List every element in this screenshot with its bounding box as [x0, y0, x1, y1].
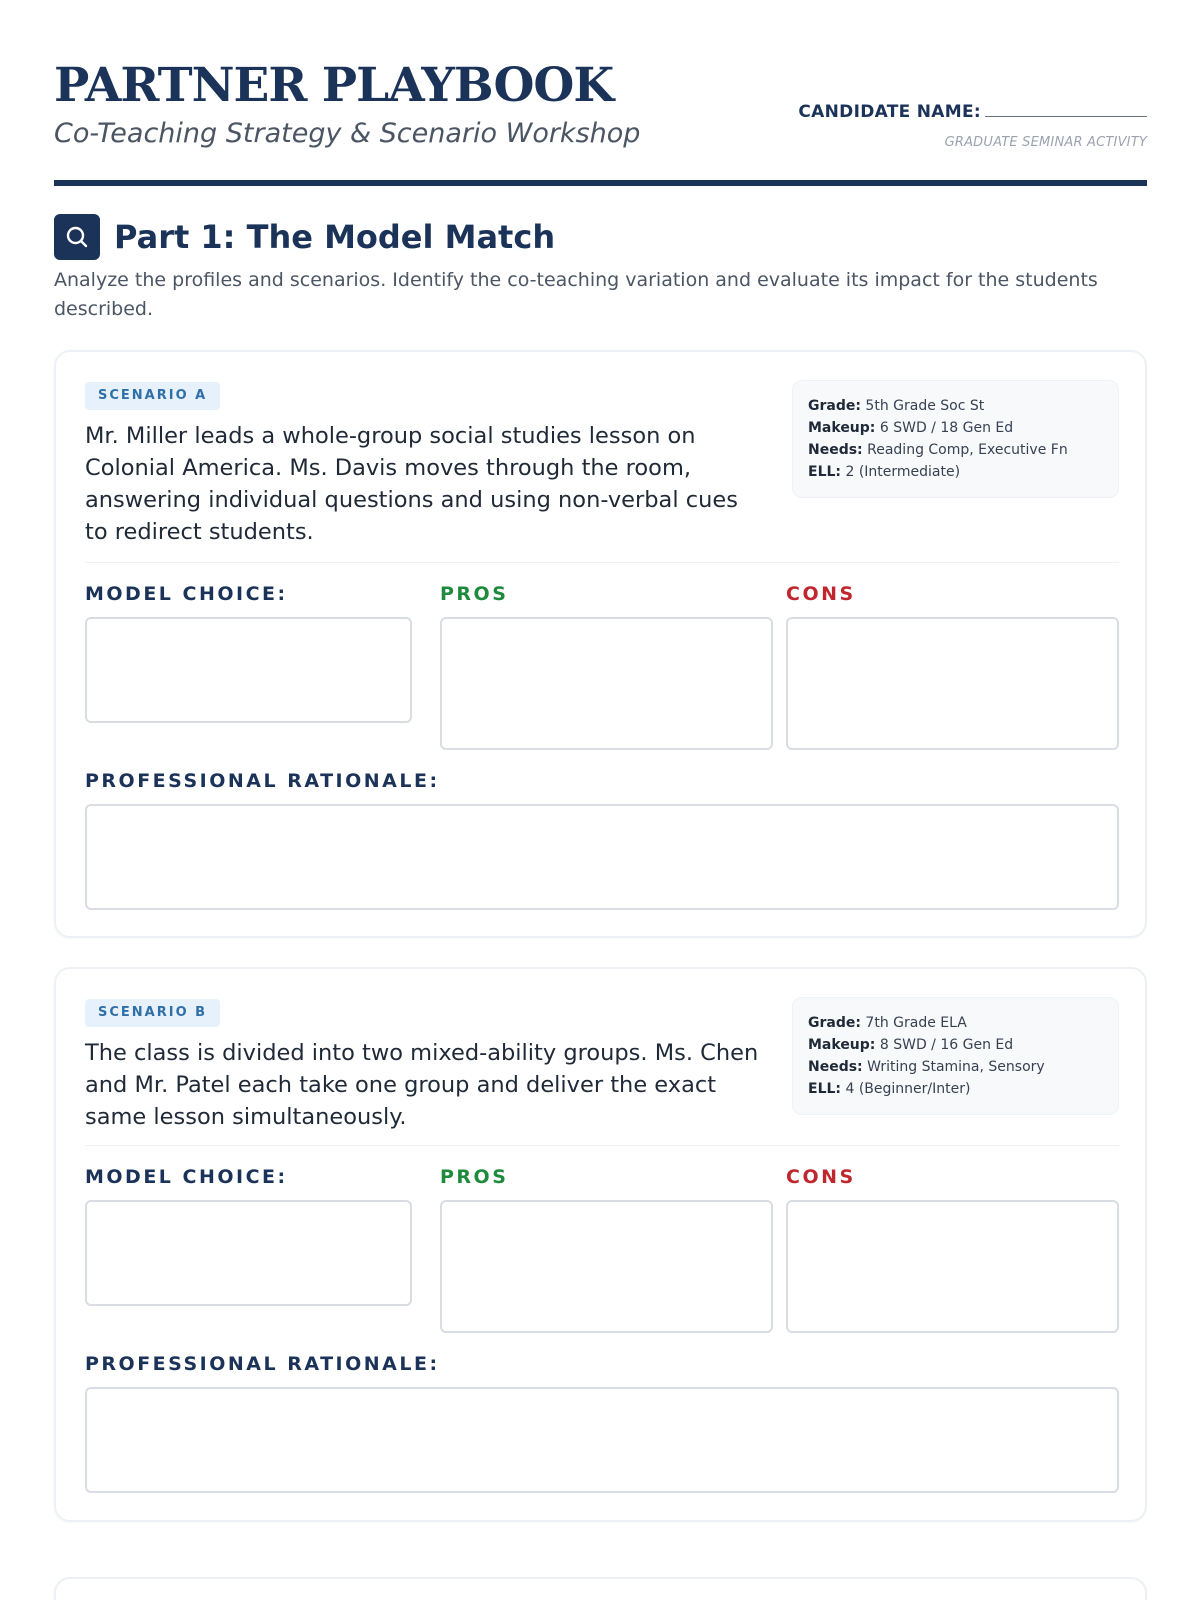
makeup-value: 8 SWD / 16 Gen Ed: [879, 1037, 1014, 1053]
scenario-card-next: [54, 1577, 1147, 1600]
search-icon: [54, 214, 100, 260]
cons-label: CONS: [786, 1166, 856, 1188]
rationale-box[interactable]: [85, 1387, 1119, 1493]
model-choice-box[interactable]: [85, 617, 412, 723]
grade-key: Grade:: [808, 398, 861, 414]
pros-box[interactable]: [440, 617, 773, 750]
needs-key: Needs:: [808, 442, 863, 458]
needs-value: Writing Stamina, Sensory: [867, 1059, 1045, 1075]
header: [54, 0, 1147, 186]
divider: [85, 562, 1119, 563]
class-profile: [792, 380, 1119, 498]
class-profile: [792, 997, 1119, 1115]
model-choice-box[interactable]: [85, 1200, 412, 1306]
scenario-tag: SCENARIO B: [85, 999, 220, 1027]
needs-key: Needs:: [808, 1059, 863, 1075]
cons-label: CONS: [786, 583, 856, 605]
candidate-name-field[interactable]: [798, 101, 1147, 122]
scenario-card: [54, 967, 1147, 1522]
makeup-key: Makeup:: [808, 1037, 876, 1053]
makeup-value: 6 SWD / 18 Gen Ed: [879, 420, 1014, 436]
needs-value: Reading Comp, Executive Fn: [867, 442, 1068, 458]
scenario-card: [54, 350, 1147, 938]
candidate-name-line[interactable]: [985, 101, 1147, 117]
model-choice-label: MODEL CHOICE:: [85, 583, 288, 605]
scenario-text: The class is divided into two mixed-ability groups. Ms. Chen and Mr. Patel each take one group and deliver the exact same lesson simultaneously.: [85, 1040, 759, 1130]
part1-description: Analyze the profiles and scenarios. Identify the co-teaching variation and evaluate its impact for the students described.: [54, 269, 1098, 320]
model-choice-label: MODEL CHOICE:: [85, 1166, 288, 1188]
pros-label: PROS: [440, 1166, 509, 1188]
ell-key: ELL:: [808, 464, 842, 480]
pros-box[interactable]: [440, 1200, 773, 1333]
makeup-key: Makeup:: [808, 420, 876, 436]
cons-box[interactable]: [786, 617, 1119, 750]
divider: [85, 1145, 1119, 1146]
ell-key: ELL:: [808, 1081, 842, 1097]
worksheet-page: [54, 0, 1147, 1375]
candidate-name-label: CANDIDATE NAME:: [798, 102, 981, 122]
scenario-text: Mr. Miller leads a whole-group social studies lesson on Colonial America. Ms. Davis moves through the room, answering individual questions and using non-verbal cues to redirect students.: [85, 423, 738, 545]
grade-key: Grade:: [808, 1015, 861, 1031]
seminar-label: GRADUATE SEMINAR ACTIVITY: [944, 135, 1147, 150]
pros-label: PROS: [440, 583, 509, 605]
part1-heading: [54, 214, 555, 260]
scenario-tag: SCENARIO A: [85, 382, 220, 410]
ell-value: 2 (Intermediate): [845, 464, 961, 480]
part1-title: Part 1: The Model Match: [114, 218, 556, 256]
grade-value: 7th Grade ELA: [865, 1015, 967, 1031]
rationale-label: PROFESSIONAL RATIONALE:: [85, 1353, 440, 1375]
grade-value: 5th Grade Soc St: [865, 398, 985, 414]
rationale-box[interactable]: [85, 804, 1119, 910]
cons-box[interactable]: [786, 1200, 1119, 1333]
page-title: PARTNER PLAYBOOK: [54, 58, 614, 113]
page-subtitle: Co-Teaching Strategy & Scenario Workshop: [54, 118, 641, 149]
rationale-label: PROFESSIONAL RATIONALE:: [85, 770, 440, 792]
ell-value: 4 (Beginner/Inter): [845, 1081, 971, 1097]
